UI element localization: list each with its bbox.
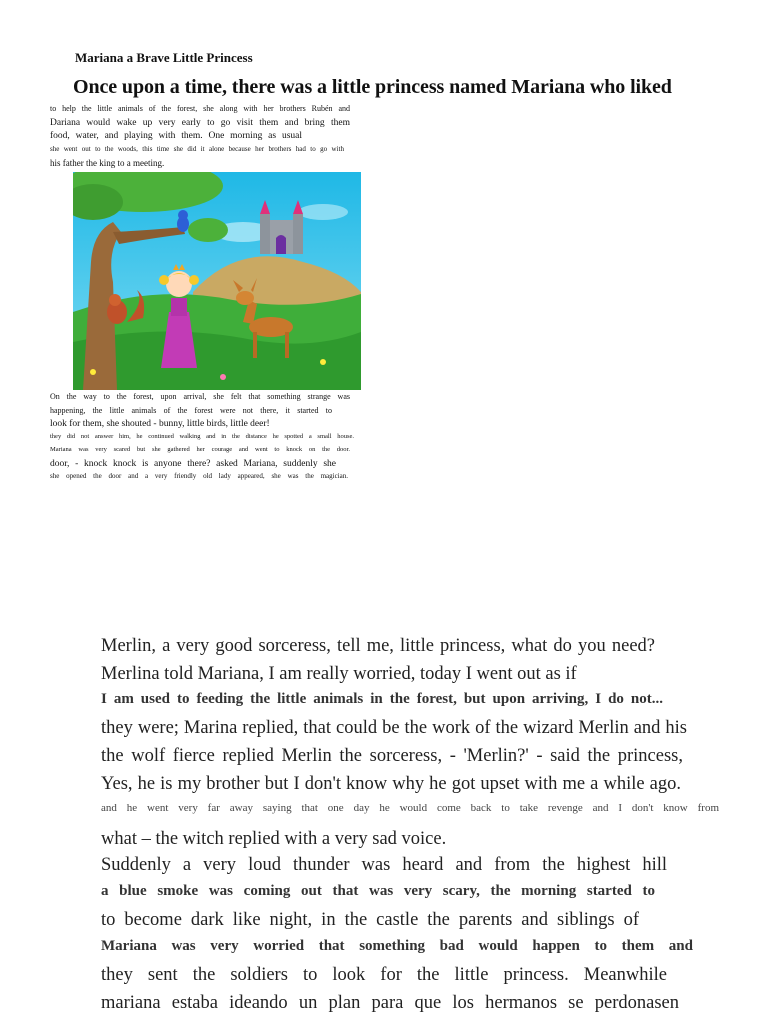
story-line: she went out to the woods, this time she did it alone because her brothers had to go with bbox=[50, 145, 344, 153]
story-line: mariana estaba ideando un plan para que los hermanos se perdonasen bbox=[101, 993, 679, 1013]
story-line: the wolf fierce replied Merlin the sorceress, - 'Merlin?' - said the princess, bbox=[101, 746, 683, 766]
story-line: she opened the door and a very friendly old lady appeared, she was the magician. bbox=[50, 472, 348, 480]
story-line: Mariana was very worried that something bad would happen to them and bbox=[101, 938, 693, 954]
story-line: Suddenly a very loud thunder was heard and from the highest hill bbox=[101, 855, 667, 875]
story-line: happening, the little animals of the forest were not there, it started to bbox=[50, 406, 332, 415]
story-line: Yes, he is my brother but I don't know why he got upset with me a while ago. bbox=[101, 774, 681, 794]
story-line: Merlina told Mariana, I am really worried, today I went out as if bbox=[101, 664, 577, 684]
story-line: to become dark like night, in the castle the parents and siblings of bbox=[101, 910, 639, 930]
story-line: Mariana was very scared but she gathered her courage and went to knock on the door. bbox=[50, 446, 350, 453]
story-line: they were; Marina replied, that could be the work of the wizard Merlin and his bbox=[101, 718, 687, 738]
story-line: Dariana would wake up very early to go visit them and bring them bbox=[50, 118, 350, 128]
story-line: food, water, and playing with them. One morning as usual bbox=[50, 131, 302, 141]
story-lead-line: Once upon a time, there was a little princess named Mariana who liked bbox=[73, 76, 672, 98]
story-line: look for them, she shouted - bunny, little birds, little deer! bbox=[50, 419, 270, 429]
story-line: On the way to the forest, upon arrival, she felt that something strange was bbox=[50, 392, 350, 401]
story-line: and he went very far away saying that one day he would come back to take revenge and I don't know from bbox=[101, 802, 719, 814]
story-line: to help the little animals of the forest, she along with her brothers Rubén and bbox=[50, 104, 350, 113]
story-line: door, - knock knock is anyone there? asked Mariana, suddenly she bbox=[50, 459, 336, 469]
story-line: I am used to feeding the little animals in the forest, but upon arriving, I do not... bbox=[101, 691, 663, 707]
story-line: his father the king to a meeting. bbox=[50, 158, 165, 168]
story-line: what – the witch replied with a very sad voice. bbox=[101, 829, 447, 849]
princess-forest-illustration bbox=[73, 172, 361, 390]
story-line: they did not answer him, he continued walking and in the distance he spotted a small house. bbox=[50, 433, 354, 440]
document-title: Mariana a Brave Little Princess bbox=[75, 50, 253, 65]
story-line: Merlin, a very good sorceress, tell me, little princess, what do you need? bbox=[101, 636, 655, 656]
story-illustration bbox=[73, 172, 361, 390]
story-line: they sent the soldiers to look for the little princess. Meanwhile bbox=[101, 965, 667, 985]
story-line: a blue smoke was coming out that was very scary, the morning started to bbox=[101, 883, 655, 899]
